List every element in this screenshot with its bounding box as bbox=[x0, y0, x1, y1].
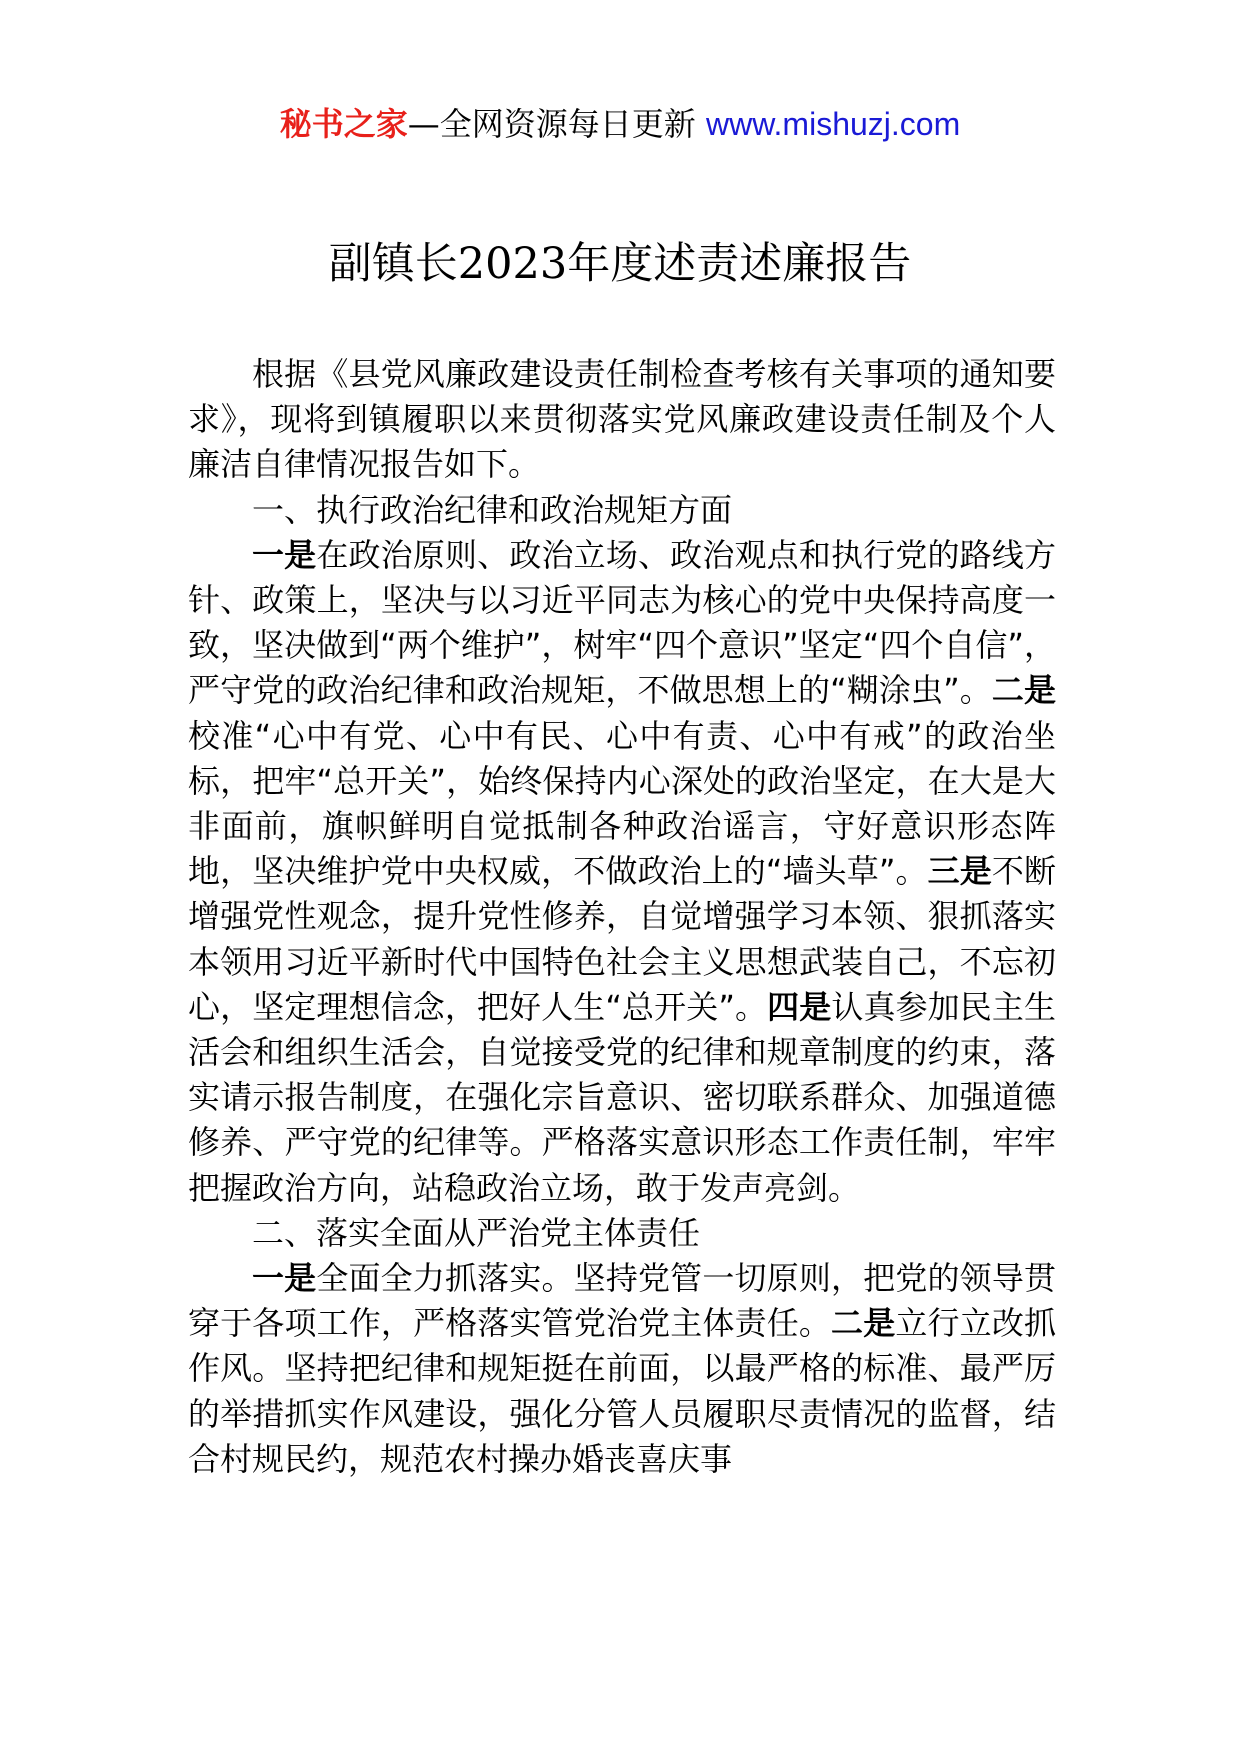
point-lead: 二是 bbox=[991, 671, 1056, 710]
document-body bbox=[188, 352, 1056, 1482]
point-text: 校准“心中有党、心中有民、心中有责、心中有戒”的政治坐标，把牢“总开关”，始终保持内心深处的政治坚定，在大是大非面前，旗帜鲜明自觉抵制各种政治谣言，守好意识形态阵地，坚决维护党中央权威，不做政治上的“墙头草”。 bbox=[188, 716, 1056, 891]
point-lead: 二是 bbox=[831, 1304, 896, 1343]
point-text: 全面全力抓落实。坚持党管一切原则，把党的领导贯穿于各项工作，严格落实管党治党主体责任。 bbox=[188, 1259, 1056, 1343]
site-brand: 秘书之家 bbox=[279, 105, 408, 143]
point-text: 不断增强党性观念，提升党性修养，自觉增强学习本领、狠抓落实本领用习近平新时代中国特色社会主义思想武装自己，不忘初心，坚定理想信念，把好人生“总开关”。 bbox=[188, 852, 1056, 1026]
site-header bbox=[0, 100, 1240, 148]
point-lead: 四是 bbox=[767, 987, 832, 1026]
intro-paragraph: 根据《县党风廉政建设责任制检查考核有关事项的通知要求》，现将到镇履职以来贯彻落实党风廉政建设责任制及个人廉洁自律情况报告如下。 bbox=[188, 355, 1056, 484]
point-lead: 一是 bbox=[252, 1259, 317, 1298]
section-heading: 一、执行政治纪律和政治规矩方面 bbox=[252, 490, 733, 529]
site-url[interactable]: www.mishuzj.com bbox=[705, 106, 961, 142]
body-paragraph bbox=[188, 1256, 1056, 1482]
site-tagline: —全网资源每日更新 bbox=[407, 105, 706, 143]
point-lead: 一是 bbox=[252, 535, 317, 574]
point-text: 立行立改抓作风。坚持把纪律和规矩挺在前面，以最严格的标准、最严厉的举措抓实作风建设，强化分管人员履职尽责情况的监督，结合村规民约，规范农村操办婚丧喜庆事 bbox=[188, 1304, 1056, 1478]
section-heading: 二、落实全面从严治党主体责任 bbox=[252, 1213, 701, 1252]
point-text: 在政治原则、政治立场、政治观点和执行党的路线方针、政策上，坚决与以习近平同志为核心的党中央保持高度一致，坚决做到“两个维护”，树牢“四个意识”坚定“四个自信”，严守党的政治纪律和政治规矩，不做思想上的“糊涂虫”。 bbox=[188, 535, 1056, 710]
body-paragraph bbox=[188, 533, 1056, 1211]
document-title: 副镇长2023年度述责述廉报告 bbox=[328, 239, 912, 289]
point-text: 认真参加民主生活会和组织生活会，自觉接受党的纪律和规章制度的约束，落实请示报告制度，在强化宗旨意识、密切联系群众、加强道德修养、严守党的纪律等。严格落实意识形态工作责任制，牢牢把握政治方向，站稳政治立场，敢于发声亮剑。 bbox=[188, 987, 1056, 1207]
point-lead: 三是 bbox=[927, 852, 992, 891]
